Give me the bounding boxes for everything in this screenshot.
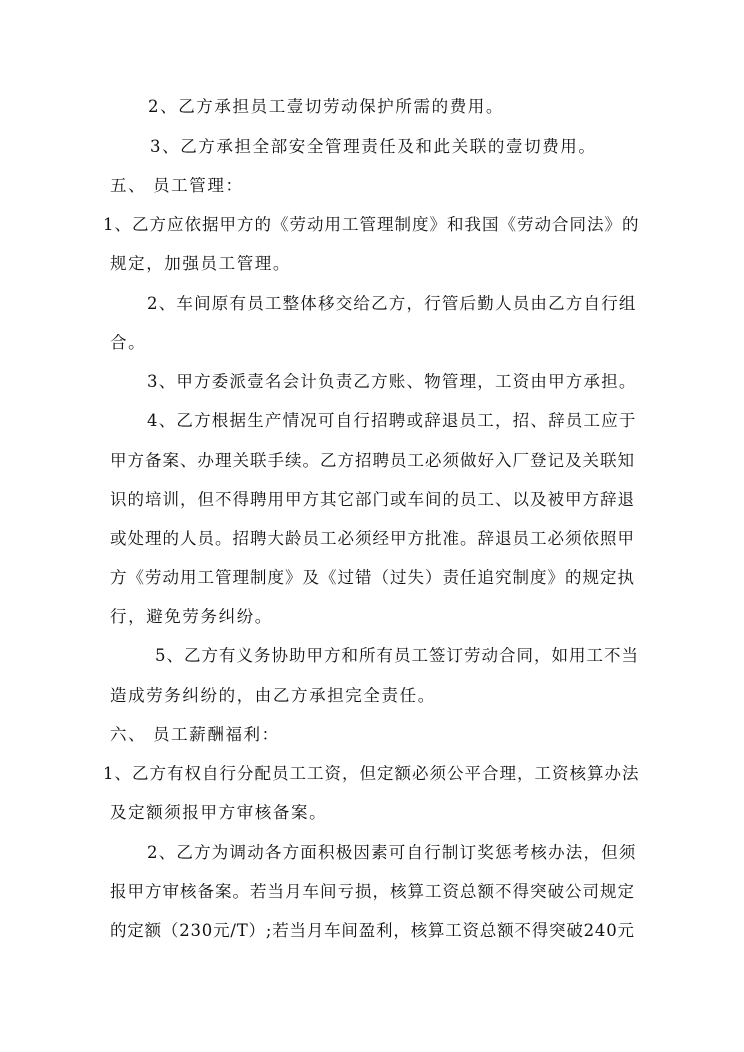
text-line: 4、乙方根据生产情况可自行招聘或辞退员工，招、辞员工应于 bbox=[147, 411, 637, 430]
text-line: 2、车间原有员工整体移交给乙方，行管后勤人员由乙方自行组 bbox=[147, 294, 637, 313]
text-line: 2、乙方为调动各方面积极因素可自行制订奖惩考核办法，但须 bbox=[147, 843, 637, 862]
text-line: 3、甲方委派壹名会计负责乙方账、物管理，工资由甲方承担。 bbox=[147, 372, 637, 391]
text-line: 的定额（230元/T）;若当月车间盈利，核算工资总额不得突破240元 bbox=[110, 921, 635, 940]
text-line: 及定额须报甲方审核备案。 bbox=[110, 803, 328, 822]
text-line: 造成劳务纠纷的，由乙方承担完全责任。 bbox=[110, 686, 436, 705]
text-line: 规定，加强员工管理。 bbox=[110, 254, 291, 273]
text-line: 方《劳动用工管理制度》及《过错（过失）责任追究制度》的规定执 bbox=[110, 568, 635, 587]
section-heading-6: 六、 员工薪酬福利： bbox=[110, 725, 280, 744]
text-line: 2、乙方承担员工壹切劳动保护所需的费用。 bbox=[148, 97, 504, 116]
text-line: 报甲方审核备案。若当月车间亏损，核算工资总额不得突破公司规定 bbox=[110, 882, 635, 901]
text-line: 甲方备案、办理关联手续。乙方招聘员工必须做好入厂登记及关联知 bbox=[110, 451, 635, 470]
section-heading-5: 五、 员工管理： bbox=[110, 176, 244, 195]
text-line: 或处理的人员。招聘大龄员工必须经甲方批准。辞退员工必须依照甲 bbox=[110, 529, 635, 548]
text-line: 识的培训，但不得聘用甲方其它部门或车间的员工、以及被甲方辞退 bbox=[110, 490, 635, 509]
text-line: 5、乙方有义务协助甲方和所有员工签订劳动合同，如用工不当 bbox=[155, 646, 639, 665]
text-line: 1、乙方应依据甲方的《劳动用工管理制度》和我国《劳动合同法》的 bbox=[103, 215, 640, 234]
text-line: 3、乙方承担全部安全管理责任及和此关联的壹切费用。 bbox=[150, 137, 597, 156]
text-line: 1、乙方有权自行分配员工工资，但定额必须公平合理，工资核算办法 bbox=[103, 764, 640, 783]
text-line: 行，避免劳务纠纷。 bbox=[110, 607, 273, 626]
text-line: 合。 bbox=[110, 333, 147, 352]
